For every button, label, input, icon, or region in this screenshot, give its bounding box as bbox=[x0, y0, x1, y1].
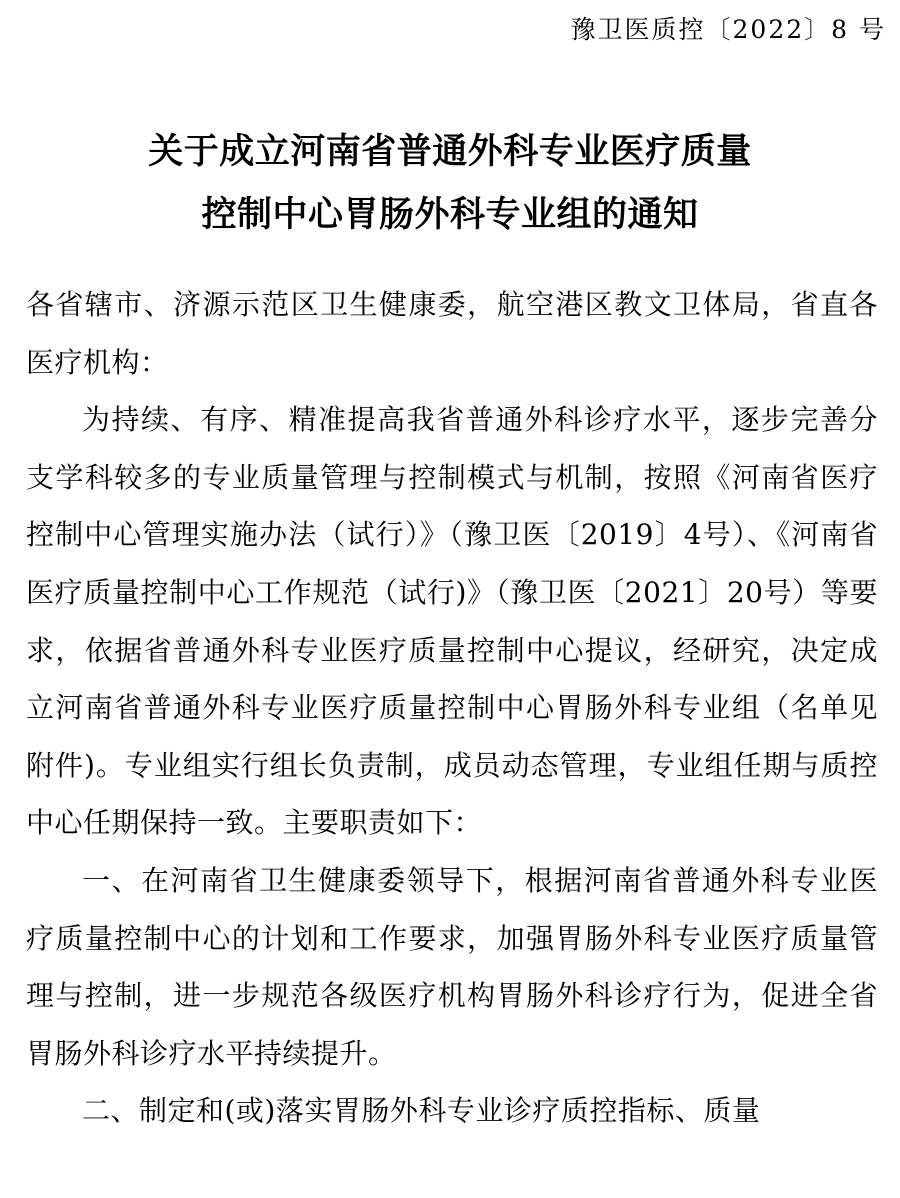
paragraph-intro: 为持续、有序、精准提高我省普通外科诊疗水平，逐步完善分支学科较多的专业质量管理与控制模式与机制，按照《河南省医疗控制中心管理实施办法（试行）》（豫卫医〔2019〕4号）、《河南省医疗质量控制中心工作规范（试行)》（豫卫医〔2021〕20号）等要求，依据省普通外科专业医疗质量控制中心提议，经研究，决定成立河南省普通外科专业医疗质量控制中心胃肠外科专业组（名单见附件)。专业组实行组长负责制，成员动态管理，专业组任期与质控中心任期保持一致。主要职责如下： bbox=[26, 403, 878, 840]
paragraph-duty-2: 二、制定和(或)落实胃肠外科专业诊疗质控指标、质量 bbox=[82, 1094, 761, 1128]
salutation: 各省辖市、济源示范区卫生健康委，航空港区教文卫体局，省直各医疗机构： bbox=[26, 288, 878, 379]
document-number: 豫卫医质控〔2022〕8 号 bbox=[570, 15, 886, 44]
document-title-line-1: 关于成立河南省普通外科专业医疗质量 bbox=[148, 131, 752, 172]
document-body bbox=[26, 276, 878, 1140]
document-title-line-2: 控制中心胃肠外科专业组的通知 bbox=[201, 194, 699, 235]
paragraph-duty-1: 一、在河南省卫生健康委领导下，根据河南省普通外科专业医疗质量控制中心的计划和工作要求，加强胃肠外科专业医疗质量管理与控制，进一步规范各级医疗机构胃肠外科诊疗行为，促进全省胃肠外科诊疗水平持续提升。 bbox=[26, 863, 878, 1070]
